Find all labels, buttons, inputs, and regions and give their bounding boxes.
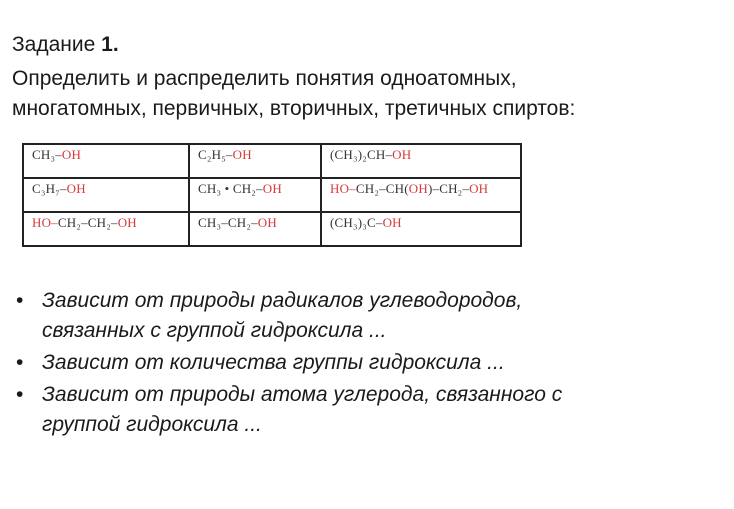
formula-hydroxyl: OH [382,215,402,230]
list-item [12,286,712,346]
list-item [12,380,712,440]
formula-radical: CH₃ • CH₂– [198,181,263,196]
task-description [12,64,722,124]
table-row [23,212,521,246]
formula-radical: CH₂–CH( [355,181,409,196]
list-item-line: Зависит от природы атома углерода, связанного с [42,383,563,406]
formula-radical: C₃H₇– [32,181,67,196]
formula-cell [23,178,189,212]
formula-cell [189,178,321,212]
formula-radical: CH₃– [32,147,62,162]
task-title-prefix: Задание [12,33,96,56]
formula-radical: C₂H₅– [198,147,233,162]
bullet-marker: • [16,383,24,406]
formula-radical: (CH₃)₂CH– [330,147,393,162]
formula-cell [321,178,521,212]
formula-hydroxyl: OH [61,147,82,162]
table-row [23,178,521,212]
formula-hydroxyl: OH [408,181,428,196]
task-title [12,30,119,60]
list-item-line: Зависит от количества группы гидроксила ... [42,351,505,374]
formula-hydroxyl: HO– [330,181,356,196]
formula-radical: )–CH₂– [427,181,470,196]
formula-radical: CH₃–CH₂– [198,215,258,230]
formula-hydroxyl: OH [117,215,137,230]
formula-radical: (CH₃)₃C– [330,215,383,230]
list-item-line: связанных с группой гидроксила ... [42,319,387,342]
formula-cell [189,144,321,178]
formula-hydroxyl: OH [469,181,489,196]
alcohol-formula-table [22,143,522,247]
formula-hydroxyl: HO– [32,215,58,230]
criteria-list [12,286,712,442]
list-item-line: Зависит от природы радикалов углеводородов, [42,289,523,312]
formula-cell [23,212,189,246]
list-item-line: группой гидроксила ... [42,413,262,436]
task-title-number: 1. [101,33,119,56]
formula-cell [189,212,321,246]
formula-cell [23,144,189,178]
formula-radical: CH₂–CH₂– [57,215,118,230]
formula-hydroxyl: OH [257,215,277,230]
formula-hydroxyl: OH [262,181,282,196]
task-description-line-2: многатомных, первичных, вторичных, третичных спиртов: [12,97,576,120]
list-item [12,348,712,378]
formula-hydroxyl: OH [232,147,252,162]
bullet-marker: • [16,351,24,374]
table-row [23,144,521,178]
formula-hydroxyl: OH [66,181,86,196]
formula-cell [321,212,521,246]
formula-cell [321,144,521,178]
formula-hydroxyl: OH [392,147,412,162]
bullet-marker: • [16,289,24,312]
task-description-line-1: Определить и распределить понятия одноатомных, [12,67,517,90]
